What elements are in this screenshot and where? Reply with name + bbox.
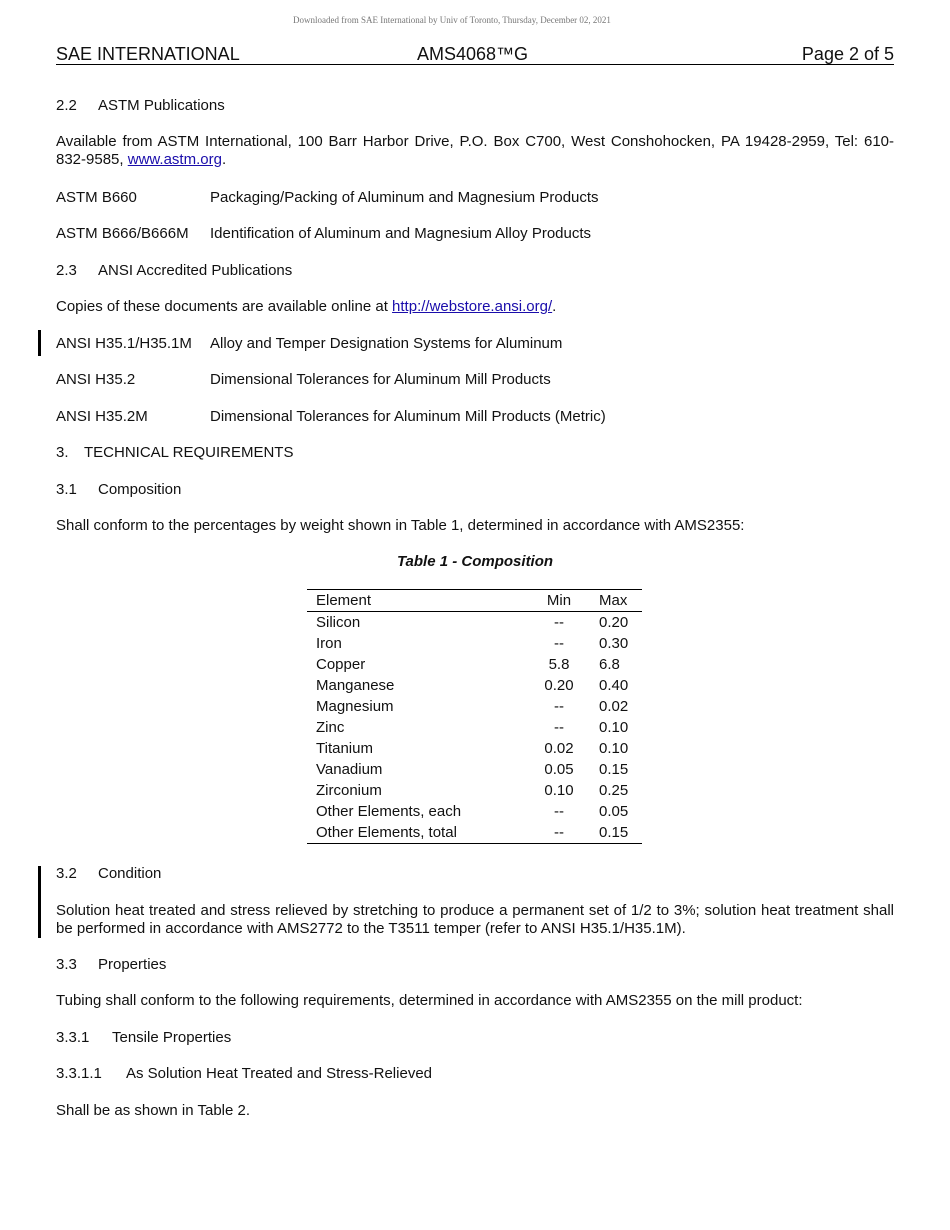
element-cell: Other Elements, each: [316, 803, 462, 820]
min-cell: --: [554, 719, 564, 736]
reference-row: [0, 189, 950, 209]
reference-code: ANSI H35.2M: [56, 408, 148, 425]
reference-row: [0, 225, 950, 245]
element-cell: Zirconium: [316, 782, 382, 799]
section-heading-2-2: 2.2 ASTM Publications: [56, 97, 225, 114]
ansi-availability-paragraph: Copies of these documents are available online at http://webstore.ansi.org/.: [56, 298, 557, 315]
reference-title: Packaging/Packing of Aluminum and Magnesium Products: [210, 189, 599, 206]
table-row: [307, 717, 642, 738]
min-cell: 0.05: [544, 761, 574, 778]
reference-code: ASTM B660: [56, 189, 137, 206]
table-row: [307, 822, 642, 844]
composition-paragraph: Shall conform to the percentages by weight shown in Table 1, determined in accordance with AMS2355:: [56, 517, 745, 534]
table-row: [307, 759, 642, 780]
reference-code: ASTM B666/B666M: [56, 225, 189, 242]
section-heading-3: 3. TECHNICAL REQUIREMENTS: [56, 444, 294, 461]
table-row: [307, 633, 642, 654]
section-heading-3-2: 3.2 Condition: [56, 865, 162, 882]
astm-availability-paragraph: Available from ASTM International, 100 Barr Harbor Drive, P.O. Box C700, West Conshohocken, PA 19428-2959, Tel: 610-832-9585, www.astm.org.: [56, 133, 894, 168]
min-cell: --: [554, 614, 564, 631]
header-doc-number: AMS4068™G: [417, 44, 529, 64]
max-cell: 6.8: [599, 656, 620, 673]
min-cell: 5.8: [548, 656, 570, 673]
max-cell: 0.15: [599, 761, 629, 778]
ansi-webstore-link[interactable]: http://webstore.ansi.org/: [392, 298, 553, 315]
astm-website-link[interactable]: www.astm.org: [127, 151, 222, 168]
max-cell: 0.30: [599, 635, 629, 652]
reference-title: Dimensional Tolerances for Aluminum Mill Products: [210, 371, 551, 388]
max-cell: 0.10: [599, 740, 629, 757]
reference-code: ANSI H35.2: [56, 371, 136, 388]
max-cell: 0.20: [599, 614, 629, 631]
reference-row: [0, 335, 950, 355]
properties-paragraph: Tubing shall conform to the following requirements, determined in accordance with AMS2355 on the mill product:: [56, 992, 803, 1009]
table-row: [307, 675, 642, 696]
reference-title: Identification of Aluminum and Magnesium Alloy Products: [210, 225, 592, 242]
table-body: [307, 612, 642, 844]
page-header: [56, 44, 894, 65]
min-cell: 0.02: [544, 740, 574, 757]
min-cell: --: [554, 635, 564, 652]
element-cell: Silicon: [316, 614, 361, 631]
reference-title: Dimensional Tolerances for Aluminum Mill Products (Metric): [210, 408, 606, 425]
table-row: [307, 654, 642, 675]
max-cell: 0.15: [599, 824, 629, 841]
revision-change-bar: [38, 866, 41, 938]
element-cell: Copper: [316, 656, 366, 673]
element-cell: Vanadium: [316, 761, 383, 778]
column-header-max: Max: [599, 592, 628, 609]
header-page-number: Page 2 of 5: [801, 44, 894, 64]
table-header-row: [307, 590, 642, 612]
element-cell: Other Elements, total: [316, 824, 457, 841]
composition-table: [307, 589, 642, 844]
tensile-paragraph: Shall be as shown in Table 2.: [56, 1102, 251, 1119]
header-org: SAE INTERNATIONAL: [56, 44, 240, 64]
section-heading-3-1: 3.1 Composition: [56, 481, 182, 498]
section-heading-2-3: 2.3 ANSI Accredited Publications: [56, 262, 293, 279]
table-row: [307, 738, 642, 759]
max-cell: 0.40: [599, 677, 629, 694]
max-cell: 0.05: [599, 803, 629, 820]
element-cell: Manganese: [316, 677, 395, 694]
min-cell: --: [554, 698, 564, 715]
reference-code: ANSI H35.1/H35.1M: [56, 335, 192, 352]
element-cell: Zinc: [316, 719, 345, 736]
min-cell: --: [554, 824, 564, 841]
section-heading-3-3-1-1: 3.3.1.1 As Solution Heat Treated and Stress-Relieved: [56, 1065, 432, 1082]
section-heading-3-3-1: 3.3.1 Tensile Properties: [56, 1029, 232, 1046]
reference-row: [0, 408, 950, 428]
min-cell: --: [554, 803, 564, 820]
download-watermark: Downloaded from SAE International by Univ of Toronto, Thursday, December 02, 2021: [293, 15, 611, 25]
section-heading-3-3: 3.3 Properties: [56, 956, 167, 973]
table-1-caption: Table 1 - Composition: [396, 553, 554, 570]
table-row: [307, 801, 642, 822]
element-cell: Titanium: [316, 740, 373, 757]
max-cell: 0.02: [599, 698, 629, 715]
table-row: [307, 696, 642, 717]
column-header-min: Min: [546, 592, 572, 609]
min-cell: 0.20: [544, 677, 574, 694]
element-cell: Magnesium: [316, 698, 394, 715]
element-cell: Iron: [316, 635, 342, 652]
column-header-element: Element: [316, 592, 372, 609]
max-cell: 0.25: [599, 782, 629, 799]
condition-paragraph: Solution heat treated and stress relieved by stretching to produce a permanent set of 1/2 to 3%; solution heat treatment shall be performed in accordance with AMS2772 to the T3511 temper (refer to ANSI H35.1/H35.1M).: [56, 902, 894, 937]
table-row: [307, 612, 642, 634]
table-row: [307, 780, 642, 801]
reference-title: Alloy and Temper Designation Systems for Aluminum: [210, 335, 563, 352]
reference-row: [0, 371, 950, 391]
min-cell: 0.10: [544, 782, 574, 799]
max-cell: 0.10: [599, 719, 629, 736]
